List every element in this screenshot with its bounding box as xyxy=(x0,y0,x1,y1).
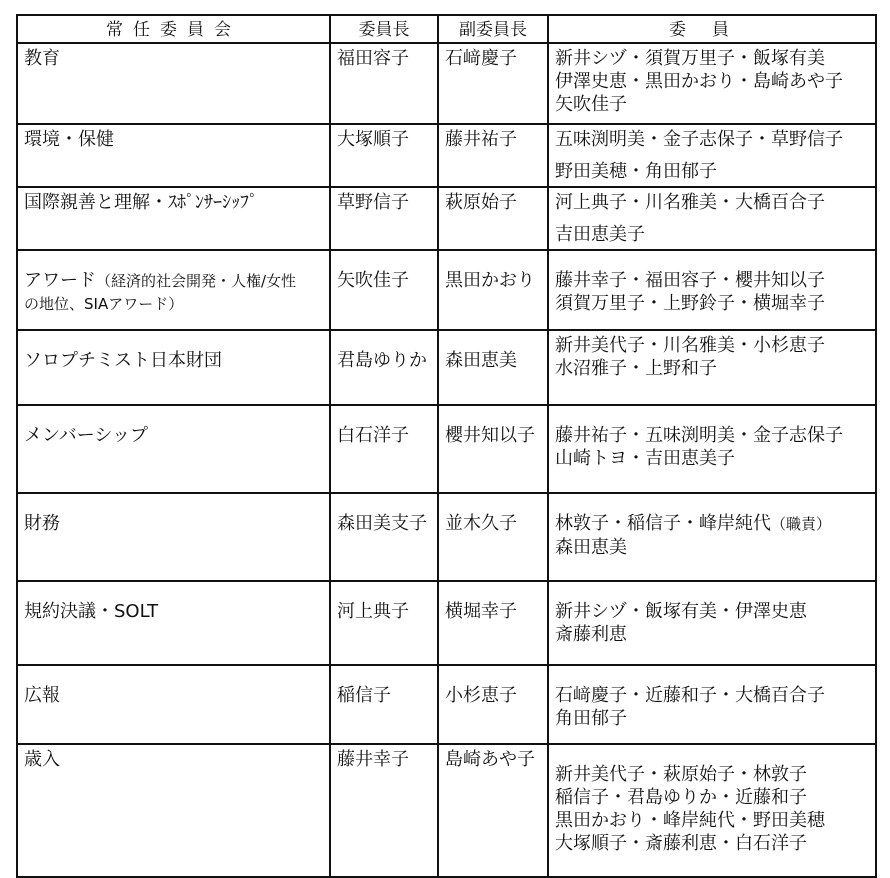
committee-note: （経済的社会開発・人権/女性 xyxy=(96,272,297,290)
committee-name: アワード xyxy=(24,270,96,291)
member-line: 矢吹佳子 xyxy=(555,94,627,115)
table-row xyxy=(17,665,876,744)
members-cell xyxy=(548,187,876,250)
member-line: 新井シヅ・須賀万里子・飯塚有美 xyxy=(555,48,825,69)
vice-chair-name: 島崎あや子 xyxy=(438,744,548,877)
member-line: 五味渕明美・金子志保子・草野信子 xyxy=(555,129,843,150)
vice-chair-name: 萩原始子 xyxy=(438,187,548,250)
members-cell xyxy=(548,581,876,665)
committee-name: 規約決議・SOLT xyxy=(17,581,330,665)
chair-name: 草野信子 xyxy=(330,187,438,250)
member-line: 野田美穂・角田郁子 xyxy=(555,161,717,182)
header-row xyxy=(17,15,876,43)
vice-chair-name: 黒田かおり xyxy=(438,250,548,330)
vice-chair-name: 石﨑慶子 xyxy=(438,43,548,124)
committee-name-cell xyxy=(17,250,330,330)
table-row xyxy=(17,187,876,250)
chair-name: 大塚順子 xyxy=(330,124,438,187)
members-cell xyxy=(548,405,876,493)
member-line: 大塚順子・斎藤利恵・白石洋子 xyxy=(555,833,807,854)
member-line xyxy=(555,512,871,536)
header-committee: 常任委員会 xyxy=(17,15,330,43)
member-note: （職責） xyxy=(771,515,832,533)
members-cell xyxy=(548,124,876,187)
table-row xyxy=(17,43,876,124)
chair-name: 藤井幸子 xyxy=(330,744,438,877)
table-row xyxy=(17,330,876,405)
members-cell xyxy=(548,250,876,330)
table-row xyxy=(17,124,876,187)
chair-name: 稲信子 xyxy=(330,665,438,744)
member-line: 石﨑慶子・近藤和子・大橋百合子 xyxy=(555,685,825,706)
member-line: 藤井幸子・福田容子・櫻井知以子 xyxy=(555,270,825,291)
member-line: 須賀万里子・上野鈴子・横堀幸子 xyxy=(555,293,825,314)
member-line: 山崎トヨ・吉田恵美子 xyxy=(555,448,735,469)
member-line: 新井シヅ・飯塚有美・伊澤史恵 xyxy=(555,601,807,622)
member-line: 斎藤利恵 xyxy=(555,624,627,645)
member-line: 吉田恵美子 xyxy=(555,224,645,245)
members-cell xyxy=(548,43,876,124)
committee-name: メンバーシップ xyxy=(17,405,330,493)
member-line: 藤井祐子・五味渕明美・金子志保子 xyxy=(555,425,843,446)
committee-note: の地位、SIAアワード） xyxy=(24,295,184,313)
vice-chair-name: 藤井祐子 xyxy=(438,124,548,187)
member-line: 森田恵美 xyxy=(555,537,627,558)
member-line: 水沼雅子・上野和子 xyxy=(555,358,717,379)
vice-chair-name: 小杉恵子 xyxy=(438,665,548,744)
table-row xyxy=(17,493,876,581)
committee-table xyxy=(16,14,877,878)
vice-chair-name: 櫻井知以子 xyxy=(438,405,548,493)
table-row xyxy=(17,250,876,330)
committee-name: 国際親善と理解・ｽﾎﾟﾝｻｰｼｯﾌﾟ xyxy=(17,187,330,250)
chair-name: 森田美支子 xyxy=(330,493,438,581)
member-line: 新井美代子・萩原始子・林敦子 xyxy=(555,764,807,785)
header-members: 委員 xyxy=(548,15,876,43)
members-cell xyxy=(548,330,876,405)
vice-chair-name: 森田恵美 xyxy=(438,330,548,405)
chair-name: 河上典子 xyxy=(330,581,438,665)
chair-name: 白石洋子 xyxy=(330,405,438,493)
committee-name: 環境・保健 xyxy=(17,124,330,187)
chair-name: 福田容子 xyxy=(330,43,438,124)
members-cell xyxy=(548,744,876,877)
member-line: 黒田かおり・峰岸純代・野田美穂 xyxy=(555,810,825,831)
committee-name: ソロプチミスト日本財団 xyxy=(17,330,330,405)
member-names: 林敦子・稲信子・峰岸純代 xyxy=(555,513,771,534)
table-row xyxy=(17,744,876,877)
member-line: 新井美代子・川名雅美・小杉恵子 xyxy=(555,335,825,356)
committee-name: 財務 xyxy=(17,493,330,581)
table-row xyxy=(17,405,876,493)
member-line: 角田郁子 xyxy=(555,708,627,729)
member-line: 稲信子・君島ゆりか・近藤和子 xyxy=(555,787,807,808)
members-cell xyxy=(548,665,876,744)
committee-name: 歳入 xyxy=(17,744,330,877)
chair-name: 矢吹佳子 xyxy=(330,250,438,330)
committee-name: 教育 xyxy=(17,43,330,124)
member-line: 河上典子・川名雅美・大橋百合子 xyxy=(555,192,825,213)
chair-name: 君島ゆりか xyxy=(330,330,438,405)
members-cell xyxy=(548,493,876,581)
member-line: 伊澤史恵・黒田かおり・島崎あや子 xyxy=(555,71,843,92)
vice-chair-name: 並木久子 xyxy=(438,493,548,581)
header-vice-chair: 副委員長 xyxy=(438,15,548,43)
table-row xyxy=(17,581,876,665)
committee-name: 広報 xyxy=(17,665,330,744)
vice-chair-name: 横堀幸子 xyxy=(438,581,548,665)
header-chair: 委員長 xyxy=(330,15,438,43)
